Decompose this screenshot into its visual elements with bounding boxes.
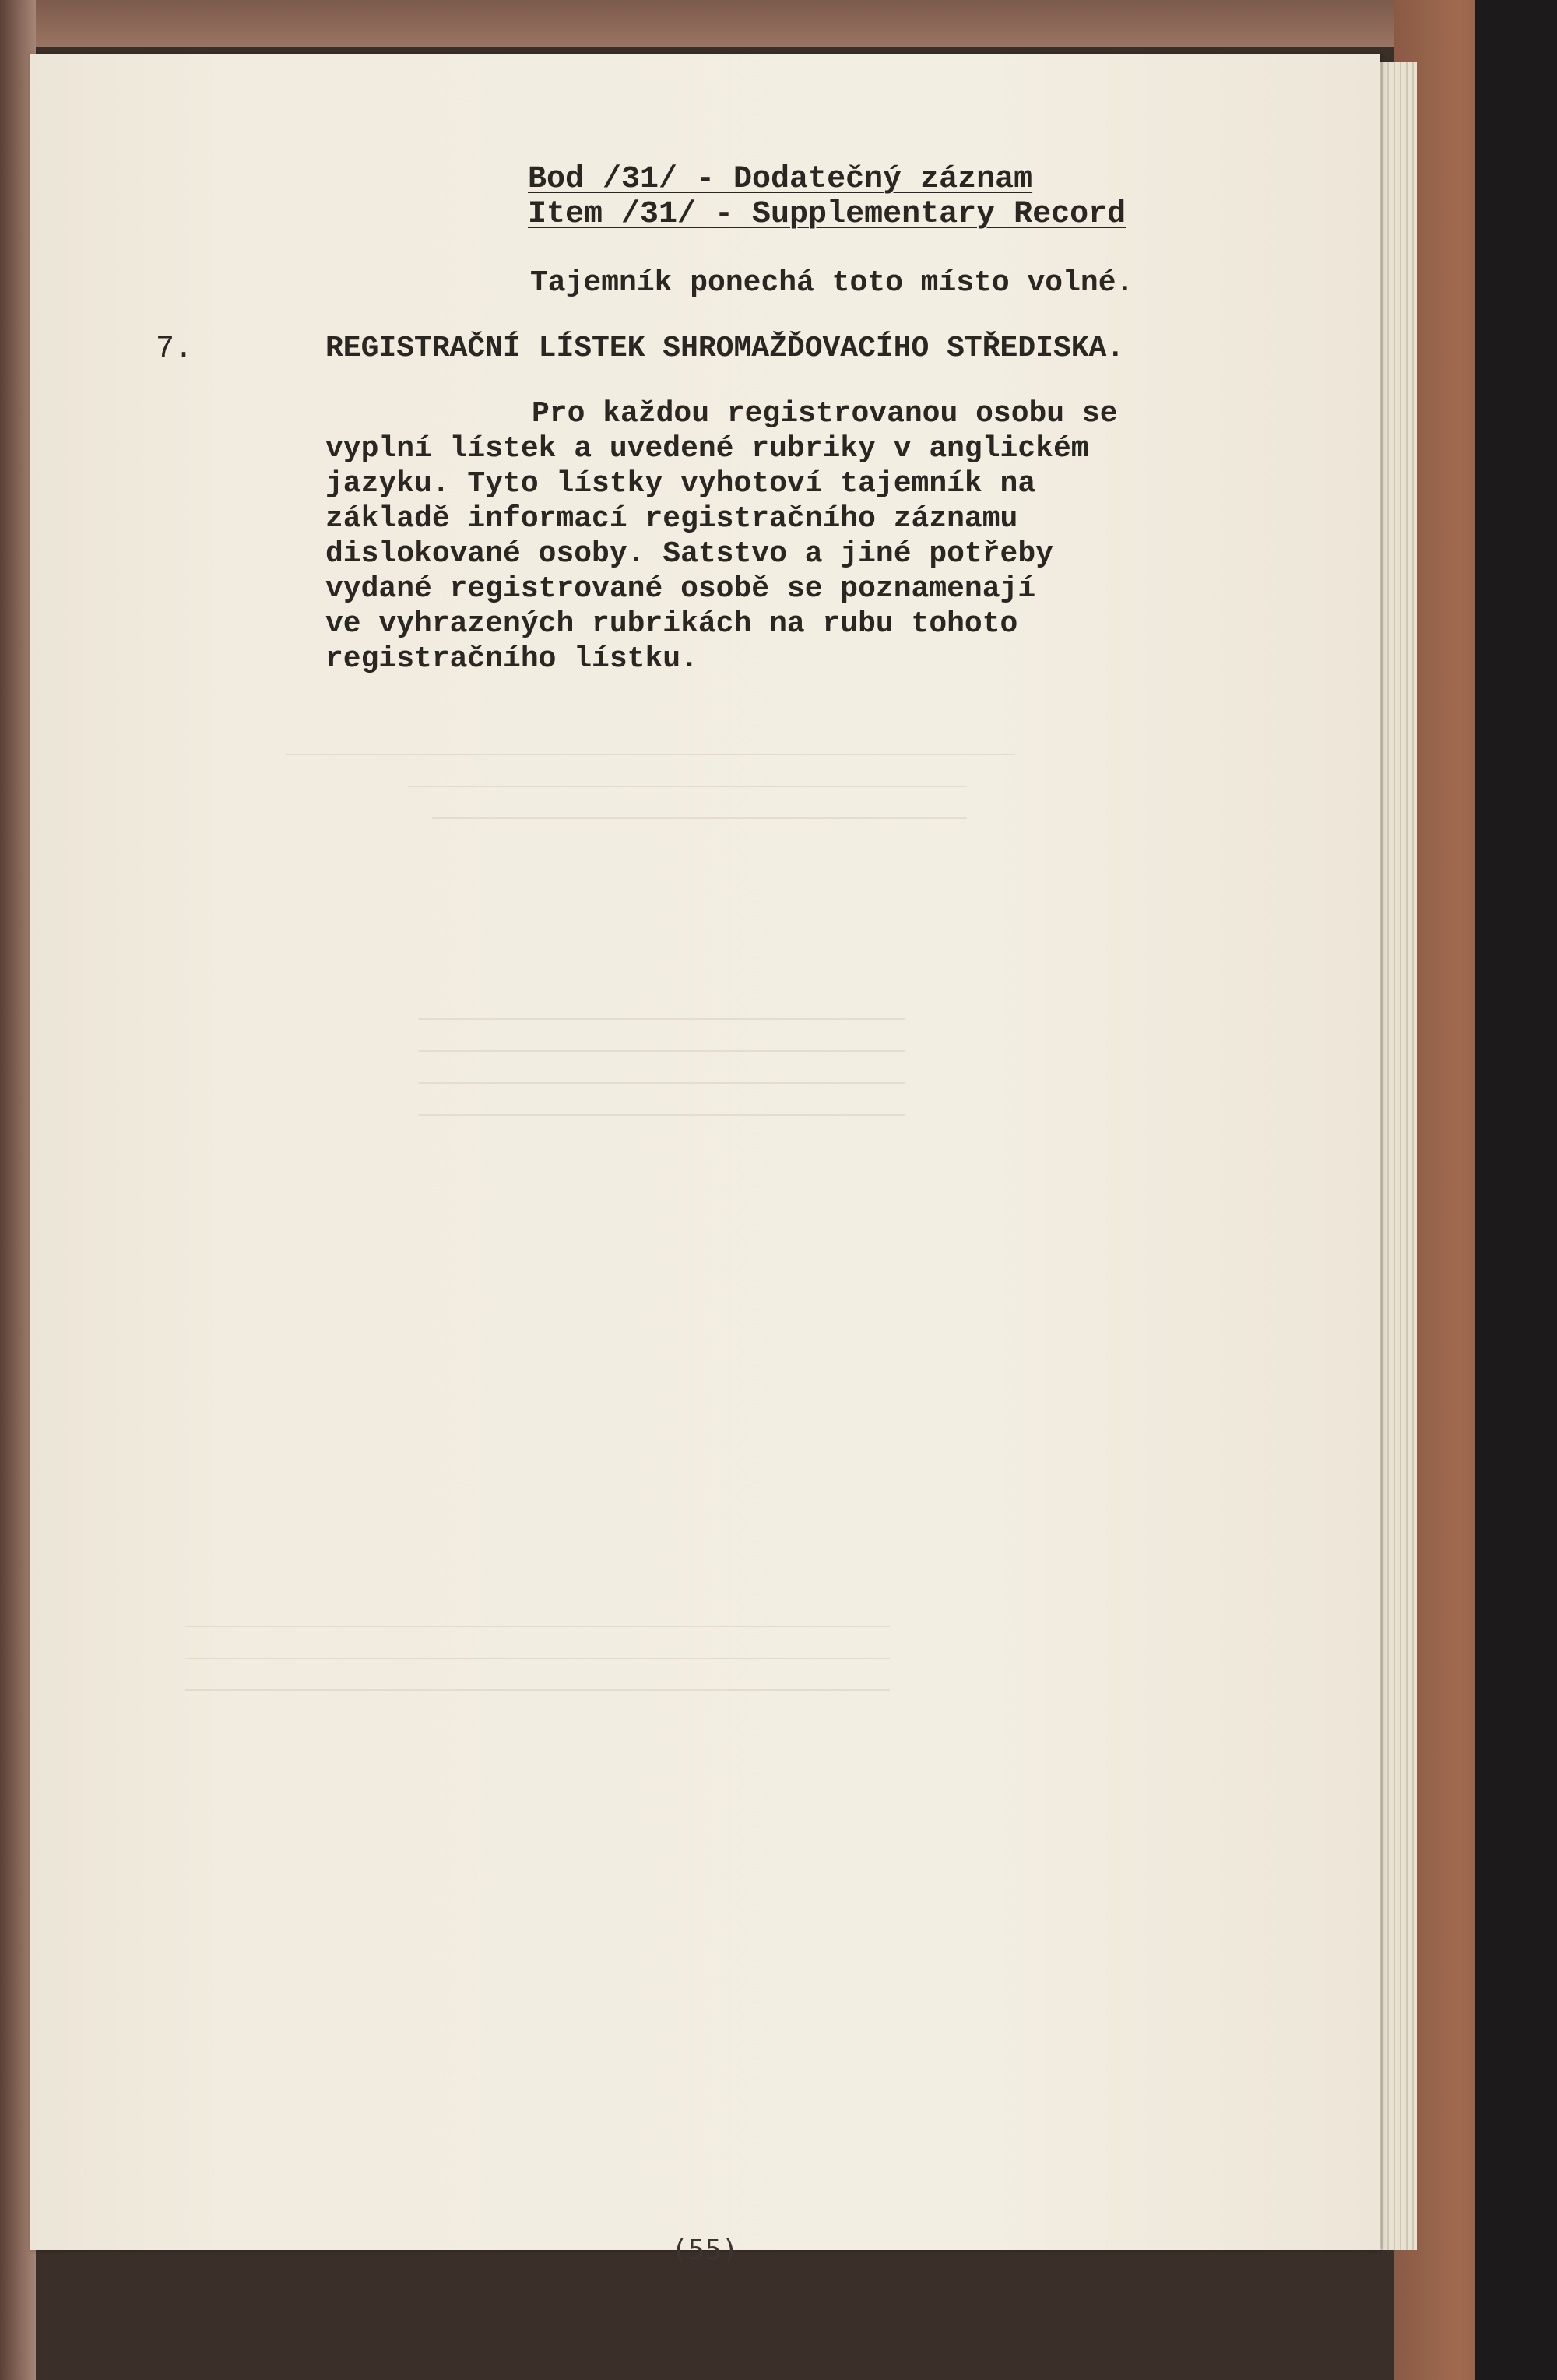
heading-english: Item /31/ - Supplementary Record (528, 197, 1126, 232)
paragraph-line: dislokované osoby. Satstvo a jiné potřeby (325, 537, 1053, 571)
show-through-text-3: ────────────────────────────────────────────────────────── ────────────────────────────────────────────────────────── ────────────────────────────────────────────────────────── (185, 1615, 890, 1703)
document-page (30, 54, 1380, 2266)
book-cover-top (0, 0, 1557, 47)
paragraph-line: základě informací registračního záznamu (325, 502, 1018, 536)
paragraph-line: registračního lístku. (325, 642, 698, 676)
show-through-text-2: ──────────────────────────────────────── ──────────────────────────────────────── ──────────────────────────────────────── ──────────────────────────────────────── (419, 1008, 905, 1127)
paragraph-line: vydané registrované osobě se poznamenají (325, 572, 1036, 606)
secretary-note: Tajemník ponechá toto místo volné. (530, 266, 1134, 300)
heading-czech: Bod /31/ - Dodatečný záznam (528, 162, 1033, 197)
section-number: 7. (156, 332, 194, 367)
paragraph-line: ve vyhrazených rubrikách na rubu tohoto (325, 607, 1018, 641)
paragraph-line: jazyku. Tyto lístky vyhotoví tajemník na (325, 467, 1036, 501)
page-number: (55) (671, 2234, 739, 2266)
paragraph-line: vyplní lístek a uvedené rubriky v anglickém (325, 432, 1089, 466)
show-through-text-1: ──────────────────────────────────────────────────────────── ────────────────────────────────────────────── ──────────────────────────────────────────── (286, 744, 1016, 831)
background-strip (1475, 0, 1557, 2380)
section-title: REGISTRAČNÍ LÍSTEK SHROMAŽĎOVACÍHO STŘEDISKA. (325, 332, 1125, 365)
paragraph-line: Pro každou registrovanou osobu se (532, 397, 1118, 431)
